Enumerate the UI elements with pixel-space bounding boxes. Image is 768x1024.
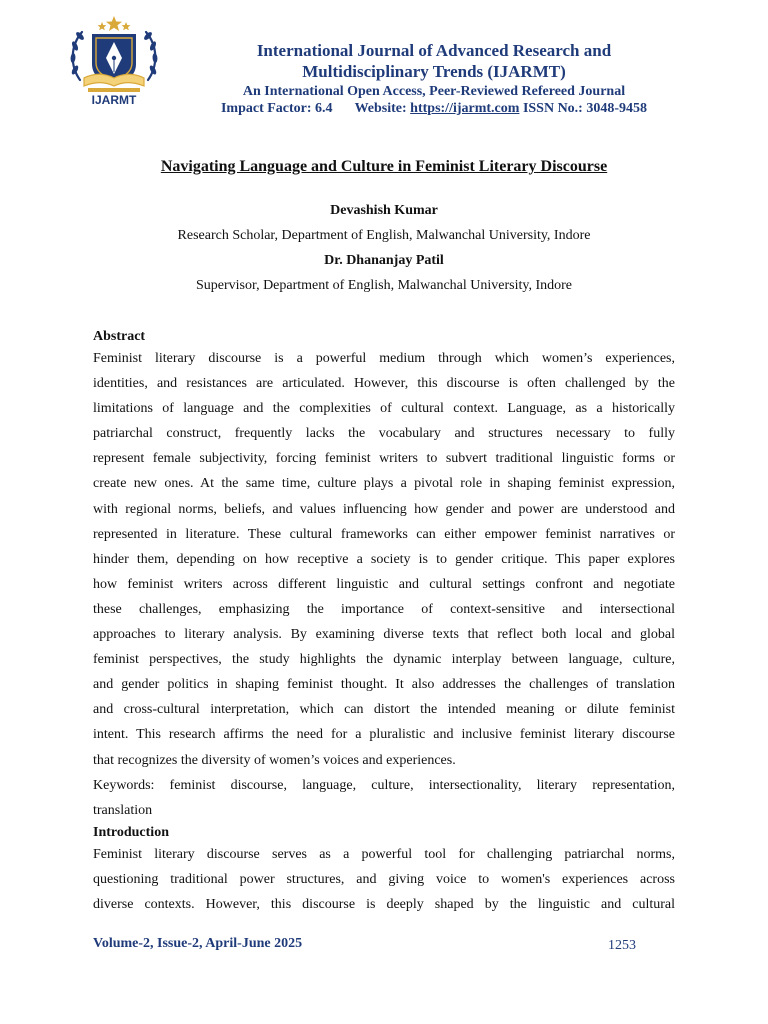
journal-meta xyxy=(160,100,708,118)
abstract-heading: Abstract xyxy=(93,329,146,344)
abstract-line: Feminist literary discourse is a powerful medium through which women’s experiences, xyxy=(93,351,675,366)
issn: ISSN No.: 3048-9458 xyxy=(522,101,648,116)
abstract-line: approaches to literary analysis. By examining diverse texts that reflect both local and global xyxy=(93,627,675,643)
abstract-line: represented in literature. These cultural frameworks can either empower feminist narratives or xyxy=(93,526,675,542)
author-affiliation: Research Scholar, Department of English, Malwanchal University, Indore xyxy=(177,228,591,243)
journal-title-line1: International Journal of Advanced Research and xyxy=(256,41,612,60)
abstract-line: intent. This research affirms the need for a pluralistic and inclusive feminist literary discourse xyxy=(93,727,675,743)
introduction-line: Feminist literary discourse serves as a powerful tool for challenging patriarchal norms, xyxy=(93,847,675,862)
journal-title-line2: Multidisciplinary Trends (IJARMT) xyxy=(302,62,566,81)
abstract-section xyxy=(93,328,675,823)
journal-subtitle: An International Open Access, Peer-Reviewed Refereed Journal xyxy=(242,84,626,99)
impact-factor: Impact Factor: 6.4 xyxy=(220,101,333,116)
abstract-line: hinder them, depending on how receptive a society is to gender critique. This paper explores xyxy=(93,551,675,567)
abstract-body xyxy=(93,346,675,823)
journal-header xyxy=(160,40,708,118)
website-link[interactable]: https://ijarmt.com xyxy=(410,101,520,116)
abstract-line: patriarchal construct, frequently lacks the vocabulary and structures necessary to fully xyxy=(93,426,675,442)
introduction-heading: Introduction xyxy=(93,825,169,840)
abstract-line: represent female subjectivity, forcing feminist writers to subvert traditional linguistic forms or xyxy=(93,451,675,467)
keywords-line: translation xyxy=(93,802,153,818)
abstract-line: that recognizes the diversity of women’s voices and experiences. xyxy=(93,752,456,768)
abstract-line: feminist perspectives, the study highlights the dynamic interplay between language, culture, xyxy=(93,652,675,668)
abstract-line: these challenges, emphasizing the importance of context-sensitive and intersectional xyxy=(93,601,675,617)
author-affiliation: Supervisor, Department of English, Malwanchal University, Indore xyxy=(195,278,573,293)
abstract-line: and gender politics in shaping feminist thought. It also addresses the challenges of translation xyxy=(93,677,675,693)
introduction-line: questioning traditional power structures, and giving voice to women's experiences across xyxy=(93,872,675,888)
footer-volume: Volume-2, Issue-2, April-June 2025 xyxy=(93,936,303,951)
abstract-line: and cross-cultural interpretation, which can distort the intended meaning or dilute feminist xyxy=(93,702,675,718)
website-label: Website: xyxy=(354,101,407,116)
journal-logo xyxy=(66,14,162,106)
abstract-line: identities, and resistances are articulated. However, this discourse is often challenged by the xyxy=(93,376,675,392)
abstract-line: limitations of language and the complexities of cultural context. Language, as a historically xyxy=(93,401,675,417)
introduction-body xyxy=(93,842,675,917)
introduction-section xyxy=(93,824,675,917)
introduction-line: diverse contexts. However, this discourse is deeply shaped by the linguistic and cultural xyxy=(93,897,675,913)
abstract-line: with regional norms, beliefs, and values influencing how gender and power are understood and xyxy=(93,501,675,517)
logo-emblem-icon xyxy=(66,14,162,106)
author-name: Dr. Dhananjay Patil xyxy=(324,253,444,268)
abstract-line: create new ones. At the same time, culture plays a pivotal role in shaping feminist expression, xyxy=(93,476,675,492)
keywords-line: Keywords: feminist discourse, language, culture, intersectionality, literary representation, xyxy=(93,777,675,793)
page-number: 1253 xyxy=(608,938,636,953)
paper-title: Navigating Language and Culture in Feminist Literary Discourse xyxy=(160,158,608,175)
logo-text: IJARMT xyxy=(91,93,137,106)
author-name: Devashish Kumar xyxy=(330,203,438,218)
abstract-line: how feminist writers across different linguistic and cultural settings confront and negotiate xyxy=(93,576,675,592)
